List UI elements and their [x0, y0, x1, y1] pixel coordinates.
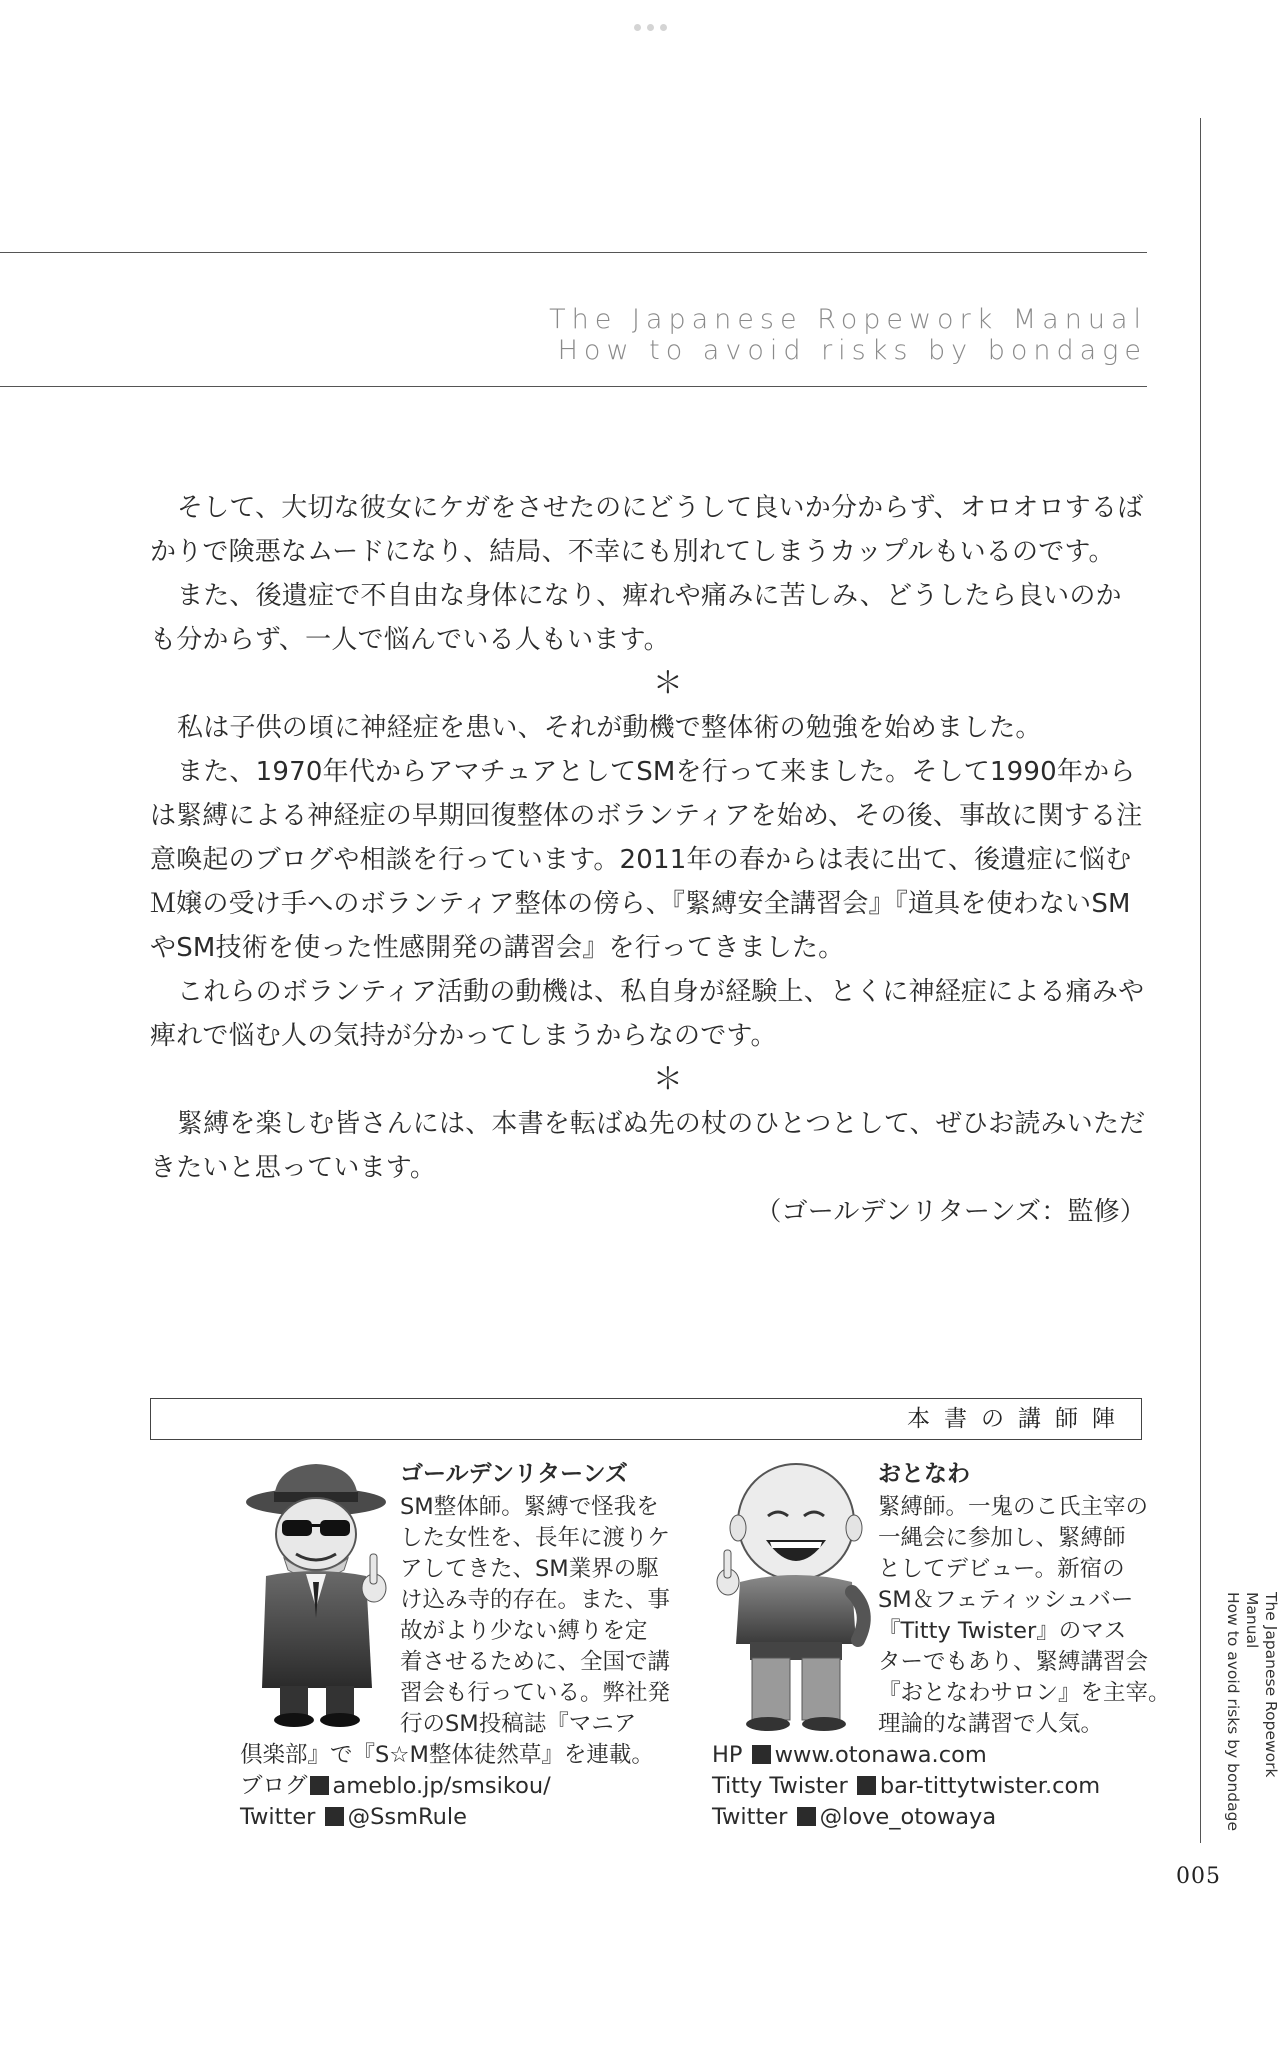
instructor-name: おとなわ [878, 1461, 970, 1487]
section-divider: ＊ [652, 1062, 684, 1097]
instructor-name: ゴールデンリターンズ [400, 1461, 628, 1487]
bio-line: 理論的な講習で人気。 [878, 1711, 1104, 1737]
header-top-rule [0, 252, 1147, 253]
instructors-header-box [150, 1398, 1142, 1440]
bullet-square-icon [310, 1776, 329, 1795]
hp-label: HP [712, 1742, 743, 1768]
bio-line: 習会も行っている。弊社発 [400, 1680, 671, 1706]
blog-url: ameblo.jp/smsikou/ [332, 1773, 551, 1799]
bio-line: SM整体師。緊縛で怪我を [400, 1494, 659, 1520]
bio-line: としてデビュー。新宿の [878, 1556, 1125, 1582]
paragraph: 緊縛を楽しむ皆さんには、本書を転ばぬ先の杖のひとつとして、ぜひお読みいただきたいと思っています。 [150, 1109, 1146, 1183]
bullet-square-icon [797, 1807, 816, 1826]
twitter-label: Twitter [240, 1804, 316, 1830]
twitter-link-row [240, 1802, 654, 1833]
paragraph: 私は子供の頃に神経症を患い、それが動機で整体術の勉強を始めました。 [177, 713, 1042, 743]
portrait-otonawa [710, 1462, 880, 1732]
bullet-square-icon [857, 1776, 876, 1795]
section-divider: ＊ [652, 666, 684, 701]
bio-line: 『Titty Twister』のマス [878, 1618, 1127, 1644]
hp-url: www.otonawa.com [774, 1742, 987, 1768]
header-title [549, 304, 1147, 366]
instructor-bio [400, 1492, 671, 1740]
blog-link-row [240, 1771, 654, 1802]
header-title-line1: The Japanese Ropework Manual [549, 304, 1147, 335]
bio-line: 緊縛師。一鬼のこ氏主宰の [878, 1494, 1149, 1520]
instructor-links [240, 1740, 654, 1833]
twitter-handle: @love_otowaya [819, 1804, 997, 1830]
blog-label: ブログ [240, 1773, 308, 1799]
side-title-line2: How to avoid risks by bondage [1224, 1592, 1242, 1831]
header-title-line2: How to avoid risks by bondage [557, 335, 1147, 366]
twitter-label: Twitter [712, 1804, 788, 1830]
portrait-golden-returns [244, 1458, 404, 1728]
bio-line: け込み寺的存在。また、事 [400, 1587, 671, 1613]
body-text [150, 486, 1146, 1234]
bio-line: 倶楽部』で『S☆M整体徒然草』を連載。 [240, 1742, 654, 1768]
bar-label: Titty Twister [712, 1773, 848, 1799]
bullet-square-icon [325, 1807, 344, 1826]
bar-link-row [712, 1771, 1100, 1802]
margin-vertical-rule [1200, 118, 1201, 1843]
bar-url: bar-tittytwister.com [879, 1773, 1101, 1799]
bio-line: した女性を、長年に渡りケ [400, 1525, 671, 1551]
instructor-bio [878, 1492, 1171, 1740]
bio-line: アしてきた、SM業界の駆 [400, 1556, 659, 1582]
page-number: 005 [1176, 1864, 1221, 1889]
instructor-links [712, 1740, 1100, 1833]
header-bottom-rule [0, 386, 1147, 387]
bio-line: 行のSM投稿誌『マニア [400, 1711, 637, 1737]
side-title-line1: The Japanese Ropework Manual [1243, 1592, 1280, 1778]
bio-line: 『おとなわサロン』を主宰。 [878, 1680, 1171, 1706]
bio-line: ターでもあり、緊縛講習会 [878, 1649, 1149, 1675]
bullet-square-icon [752, 1745, 771, 1764]
twitter-link-row [712, 1802, 1100, 1833]
hp-link-row [712, 1740, 1100, 1771]
twitter-handle: @SsmRule [347, 1804, 467, 1830]
instructors-title: 本書の講師陣 [907, 1406, 1129, 1432]
paragraph: そして、大切な彼女にケガをさせたのにどうして良いか分からず、オロオロするばかりで険悪なムードになり、結局、不幸にも別れてしまうカップルもいるのです。 [150, 493, 1144, 567]
side-running-title [1224, 1592, 1280, 1832]
page-indicator-dots [634, 24, 667, 31]
paragraph: また、後遺症で不自由な身体になり、痺れや痛みに苦しみ、どうしたら良いのかも分からず、一人で悩んでいる人もいます。 [150, 581, 1122, 655]
bio-line: 故がより少ない縛りを定 [400, 1618, 648, 1644]
paragraph: また、1970年代からアマチュアとしてSMを行って来ました。そして1990年からは緊縛による神経症の早期回復整体のボランティアを始め、その後、事故に関する注意喚起のブログや相談を行っています。2011年の春からは表に出て、後遺症に悩むＭ嬢の受け手へのボランティア整体の傍ら、『緊縛安全講習会』『道具を使わないSMやSM技術を使った性感開発の講習会』を行ってきました。 [150, 757, 1143, 963]
bio-line: 一縄会に参加し、緊縛師 [878, 1525, 1126, 1551]
paragraph: これらのボランティア活動の動機は、私自身が経験上、とくに神経症による痛みや痺れで悩む人の気持が分かってしまうからなのです。 [150, 977, 1145, 1051]
bio-line: 着させるために、全国で講 [400, 1649, 671, 1675]
bio-line: SM＆フェティッシュバー [878, 1587, 1134, 1613]
signature: （ゴールデンリターンズ：監修） [755, 1197, 1146, 1227]
